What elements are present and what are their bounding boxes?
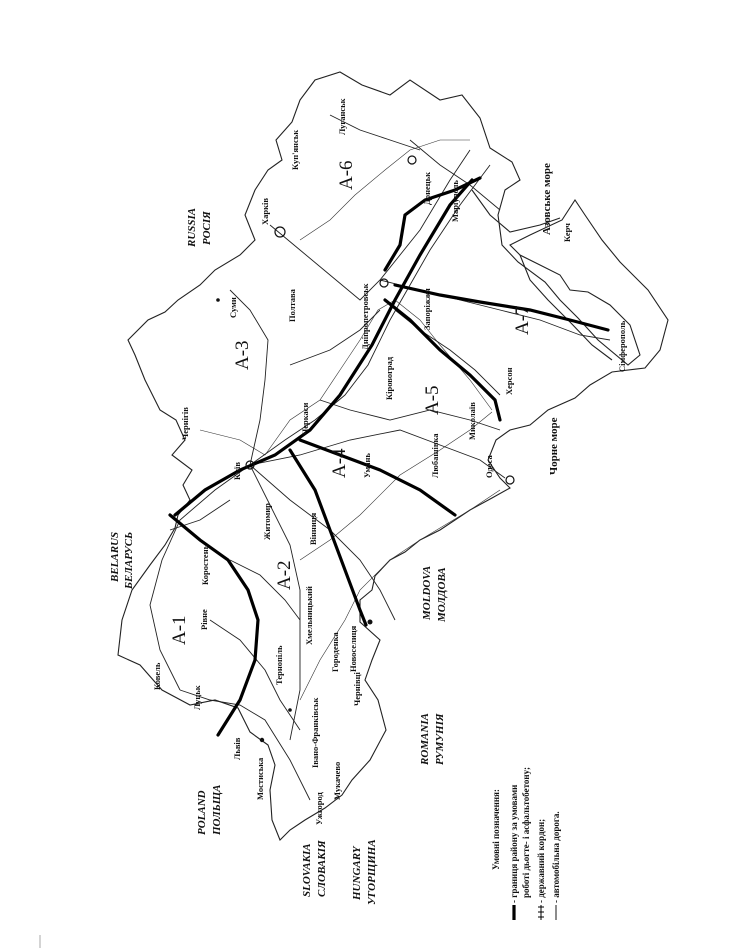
legend-highway: - автомобільна дорога. [551,811,561,903]
crimea-outline [520,255,612,360]
zone-a5: A-5 [422,385,443,415]
zone-a6: A-6 [336,160,357,190]
city-kyiv: Київ [232,461,242,480]
legend [491,767,561,920]
city-lutsk: Луцьк [192,685,202,710]
city-cherkasy: Черкаси [300,402,310,435]
zone-a3: A-3 [232,340,253,370]
city-mykolaiv: Миколаїв [467,402,477,440]
city-rivne: Рівне [199,609,209,630]
legend-border-symbol [538,905,544,920]
city-markers [216,156,514,742]
country-moldova-en: MOLDOVA [421,565,433,620]
country-romania-en: ROMANIA [419,713,431,765]
city-simferopol: Сімферополь [617,320,627,372]
state-border [118,72,668,840]
country-belarus-en: BELARUS [109,531,121,582]
city-chernivtsi: Чернівці [352,672,362,706]
city-uzhhorod: Ужгород [314,792,324,825]
country-hungary-en: HUNGARY [351,846,363,900]
dnipro-river [200,300,492,455]
city-kerch: Керч [562,223,572,242]
city-kherson: Херсон [504,367,514,395]
zone-a1: A-1 [169,615,190,645]
country-slovakia-en: SLOVAKIA [301,843,313,897]
legend-title: Умовні позначення: [491,789,501,870]
zone-a4: A-4 [329,448,350,478]
city-kupiansk: Куп'янськ [290,129,300,170]
southern-buh-river [300,412,492,560]
city-ternopil: Тернопіль [274,645,284,685]
city-kirovohrad: Кіровоград [384,356,394,400]
city-mariupol: Маріуполь [450,180,460,222]
country-hungary-ua: УГОРЩИНА [366,839,378,905]
country-poland-ua: ПОЛЬЩА [211,784,223,835]
city-zaporizhzhia: Запоріжжя [422,288,432,330]
city-vinnytsia: Вінниця [308,512,318,545]
city-mostyska: Мостиська [255,757,265,800]
city-mukachevo: Мукачево [332,761,342,800]
legend-state-border: - державний кордон; [536,818,546,903]
city-chernihiv: Чернігів [180,407,190,440]
city-horodenka: Городенка [330,632,340,672]
city-odesa: Одеса [484,455,494,478]
city-zhytomyr: Житомир [262,503,272,540]
country-russia-ua: РОСІЯ [201,211,213,245]
country-poland-en: POLAND [196,790,208,835]
zone-a7: A-7 [512,305,533,335]
country-slovakia-ua: СЛОВАКІЯ [316,840,328,897]
city-kharkiv: Харків [260,198,270,225]
country-romania-ua: РУМУНІЯ [434,713,446,765]
city-khmelnytskyi: Хмельницький [304,586,314,645]
city-luhansk: Луганськ [337,98,347,135]
zone-boundaries [170,178,608,735]
country-russia-en: RUSSIA [186,207,198,247]
city-uman: Умань [362,453,372,478]
city-korosten: Коростень [200,544,210,585]
city-ivano-frankivsk: Івано-Франківськ [310,697,320,768]
city-sumy: Суми [228,297,238,318]
sea-azov: Азовське море [541,163,553,235]
city-liubashivka: Любашівка [430,433,440,478]
country-belarus-ua: БЕЛАРУСЬ [123,531,135,589]
zone-a2: A-2 [274,560,295,590]
sea-black: Чорне море [548,417,560,475]
legend-zone-boundary-2: роботі дьогте- і асфальтобетону; [521,767,531,898]
city-novoselytsia: Новоселиця [348,625,358,672]
city-donetsk: Донецьк [422,171,432,205]
city-dnipropetrovsk: Дніпропетровськ [360,283,370,350]
city-lviv: Львів [232,737,242,760]
country-moldova-ua: МОЛДОВА [436,567,448,622]
zone-labels [169,160,533,645]
city-kovel: Ковель [152,662,162,690]
legend-zone-boundary-1: - границя району за умовами [509,784,519,903]
city-poltava: Полтава [287,289,297,322]
